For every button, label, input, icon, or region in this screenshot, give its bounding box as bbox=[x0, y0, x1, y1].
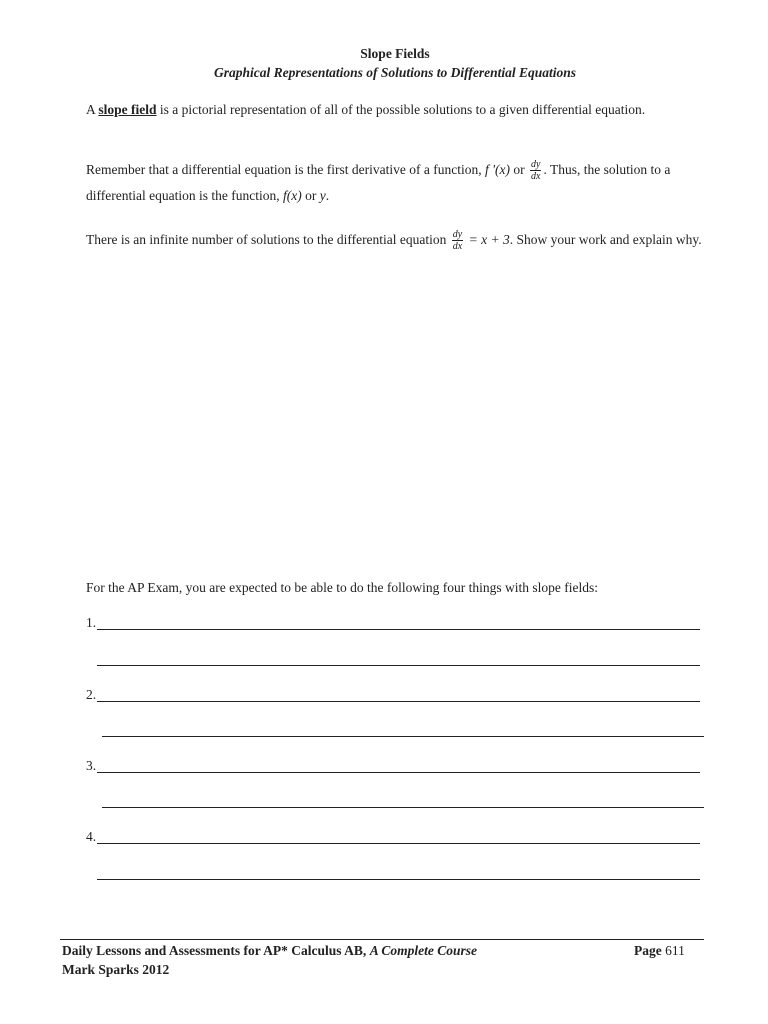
frac-numerator: dy bbox=[531, 159, 541, 171]
footer-course-prefix: Daily Lessons and Assessments for AP* Calculus AB, bbox=[62, 943, 370, 958]
answer-line-2a[interactable] bbox=[97, 701, 700, 702]
item-number-2: 2. bbox=[86, 687, 97, 702]
f-of-x: f(x) bbox=[282, 188, 302, 203]
infinite-text2: . Show your work and explain why. bbox=[509, 232, 702, 247]
infinite-text1: There is an infinite number of solutions to the differential equation bbox=[86, 232, 450, 247]
frac-denominator-2: dx bbox=[452, 241, 463, 253]
footer-page-label: Page bbox=[634, 943, 666, 958]
answer-line-4a[interactable] bbox=[97, 843, 700, 844]
dy-dx-fraction bbox=[530, 159, 541, 182]
remember-end: . bbox=[325, 188, 330, 203]
answer-line-4b[interactable] bbox=[97, 879, 700, 880]
infinite-paragraph bbox=[86, 227, 706, 253]
remember-or2: or bbox=[301, 188, 320, 203]
answer-line-2b[interactable] bbox=[102, 736, 704, 737]
footer-page-number: 611 bbox=[665, 943, 685, 958]
slope-field-term: slope field bbox=[98, 102, 157, 117]
ap-exam-paragraph: For the AP Exam, you are expected to be able to do the following four things with slope fields: bbox=[86, 580, 599, 595]
footer-divider bbox=[60, 939, 704, 940]
answer-line-3a[interactable] bbox=[97, 772, 700, 773]
remember-text2: . Thus, the solution to a differential equation is the function, bbox=[86, 162, 671, 203]
item-number-1: 1. bbox=[86, 615, 97, 630]
intro-paragraph bbox=[86, 100, 706, 119]
footer-author: Mark Sparks 2012 bbox=[62, 962, 170, 977]
footer-course bbox=[62, 943, 477, 959]
dy-dx-fraction-2 bbox=[452, 229, 463, 252]
remember-text1: Remember that a differential equation is the first derivative of a function, bbox=[86, 162, 485, 177]
y-var: y bbox=[319, 188, 326, 203]
equation-rhs: = x + 3 bbox=[465, 232, 510, 247]
item-number-4: 4. bbox=[86, 829, 97, 844]
footer-page bbox=[634, 943, 685, 959]
remember-or: or bbox=[510, 162, 528, 177]
intro-rest: is a pictorial representation of all of the possible solutions to a given differential equation. bbox=[156, 102, 646, 117]
page-title: Slope Fields bbox=[360, 46, 430, 61]
item-number-3: 3. bbox=[86, 758, 97, 773]
answer-line-3b[interactable] bbox=[102, 807, 704, 808]
remember-paragraph bbox=[86, 157, 706, 209]
page-subtitle: Graphical Representations of Solutions to Differential Equations bbox=[213, 65, 577, 80]
answer-line-1b[interactable] bbox=[97, 665, 700, 666]
answer-line-1a[interactable] bbox=[97, 629, 700, 630]
frac-denominator: dx bbox=[531, 171, 541, 183]
intro-prefix: A bbox=[86, 102, 99, 117]
footer-course-italic: A Complete Course bbox=[369, 943, 477, 958]
frac-numerator-2: dy bbox=[452, 229, 463, 241]
f-prime-x: f '(x) bbox=[485, 162, 510, 177]
